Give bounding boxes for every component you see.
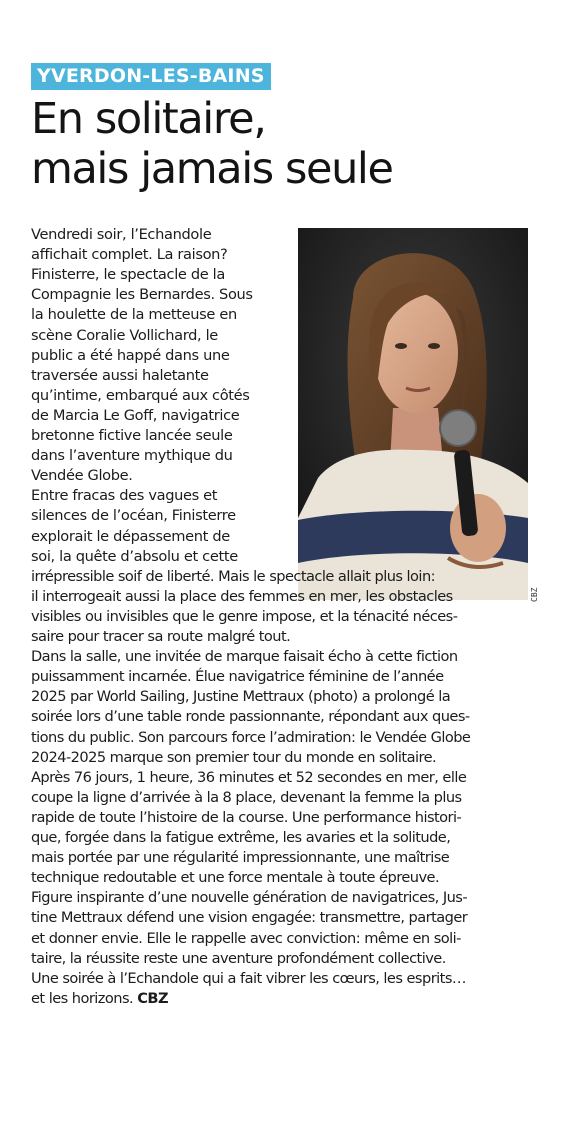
body-line: Compagnie les Bernardes. Sous — [31, 286, 253, 304]
body-line: et donner envie. Elle le rappelle avec conviction: même en soli- — [31, 929, 461, 947]
body-line: public a été happé dans une — [31, 346, 230, 364]
body-line: Une soirée à l’Echandole qui a fait vibrer les cœurs, les esprits… — [31, 969, 466, 987]
body-line: soi, la quête d’absolu et cette — [31, 547, 238, 565]
body-line: puissamment incarnée. Élue navigatrice féminine de l’année — [31, 668, 444, 686]
body-line: Finisterre, le spectacle de la — [31, 266, 225, 284]
body-line: bretonne fictive lancée seule — [31, 427, 233, 444]
body-line: Après 76 jours, 1 heure, 36 minutes et 52 secondes en mer, elle — [31, 768, 467, 786]
body-line: soirée lors d’une table ronde passionnante, répondant aux ques- — [31, 708, 470, 726]
hand — [450, 494, 506, 562]
body-line: coupe la ligne d’arrivée à la 8 place, devenant la femme la plus — [31, 788, 462, 806]
body-line: que, forgée dans la fatigue extrême, les avaries et la solitude, — [31, 829, 451, 846]
body-line: tions du public. Son parcours force l’admiration: le Vendée Globe — [31, 728, 471, 746]
body-line: 2025 par World Sailing, Justine Mettraux (photo) a prolongé la — [31, 688, 451, 706]
body-line: visibles ou invisibles que le genre impose, et la ténacité néces- — [31, 607, 458, 625]
body-line: Dans la salle, une invitée de marque faisait écho à cette fiction — [31, 648, 458, 666]
body-line: Vendée Globe. — [31, 467, 133, 485]
body-line: saire pour tracer sa route malgré tout. — [31, 628, 291, 645]
body-line: 2024-2025 marque son premier tour du monde en solitaire. — [31, 748, 437, 766]
body-line: dans l’aventure mythique du — [31, 447, 233, 465]
body-line: la houlette de la metteuse en — [31, 306, 237, 324]
body-line: traversée aussi haletante — [31, 366, 209, 384]
body-line: rapide de toute l’histoire de la course. Une performance histori- — [31, 808, 462, 826]
headline-line-2: mais jamais seule — [31, 144, 393, 194]
body-line: taire, la réussite reste une aventure profondément collective. — [31, 949, 446, 967]
body-line: irrépressible soif de liberté. Mais le spectacle allait plus loin: — [31, 567, 436, 585]
body-line: qu’intime, embarqué aux côtés — [31, 386, 250, 404]
body-line: scène Coralie Vollichard, le — [31, 326, 218, 344]
body-line-text: et les horizons. — [31, 989, 134, 1007]
body-line: tine Mettraux défend une vision engagée: transmettre, partager — [31, 909, 468, 927]
body-line: Entre fracas des vagues et — [31, 487, 218, 505]
article-headline — [31, 94, 541, 194]
eye-left — [395, 343, 407, 349]
body-line: technique redoutable et une force mentale à toute épreuve. — [31, 869, 440, 887]
author-signature: CBZ — [137, 989, 168, 1007]
body-line: de Marcia Le Goff, navigatrice — [31, 406, 240, 424]
body-line: Vendredi soir, l’Echandole — [31, 226, 212, 243]
body-line — [31, 989, 531, 1009]
body-line: affichait complet. La raison? — [31, 246, 228, 264]
article-photo — [298, 228, 528, 600]
body-line: il interrogeait aussi la place des femmes en mer, les obstacles — [31, 587, 453, 605]
body-line: explorait le dépassement de — [31, 527, 230, 545]
headline-line-1: En solitaire, — [31, 94, 266, 144]
photo-credit: CBZ — [530, 587, 539, 602]
body-line: Figure inspirante d’une nouvelle génération de navigatrices, Jus- — [31, 889, 468, 907]
eye-right — [428, 343, 440, 349]
portrait-illustration — [298, 228, 528, 600]
section-kicker: YVERDON-LES-BAINS — [31, 63, 271, 90]
body-line: mais portée par une régularité impressionnante, une maîtrise — [31, 849, 450, 867]
body-line: silences de l’océan, Finisterre — [31, 507, 236, 525]
